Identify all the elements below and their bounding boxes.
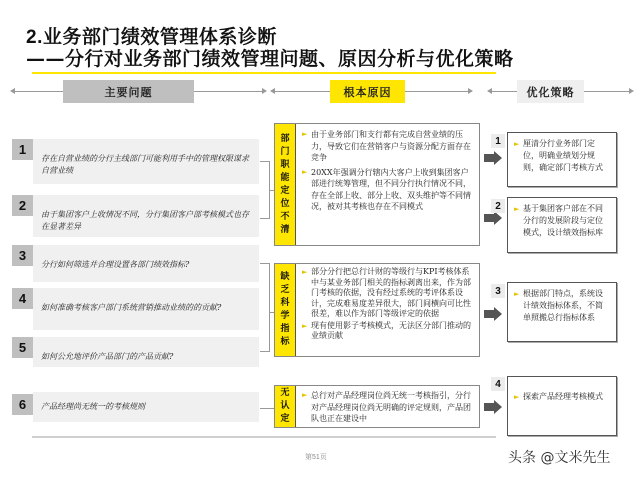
group-bracket — [260, 161, 270, 219]
title-line1: 业务部门绩效管理体系诊断 — [42, 26, 277, 48]
strategy-bullet — [514, 391, 610, 403]
tag-char: 能 — [280, 172, 290, 183]
bullet-text: 基于集团客户部在不同分行的发展阶段与定位模式，设计绩效指标库 — [523, 204, 603, 237]
tag-char: 认 — [280, 401, 290, 411]
problem-number: 1 — [12, 139, 33, 160]
triangle-bullet-icon: ► — [514, 205, 520, 213]
tag-char: 不 — [280, 211, 290, 222]
problem-item: 如何准确考核客户部门系统营销推动业绩的的贡献? — [33, 288, 259, 330]
problem-item: 由于集团客户上收情况不同，分行集团客户部考核模式也存在显著差异 — [33, 195, 259, 237]
arrow-right-icon — [484, 400, 502, 414]
problem-item: 如何公允地评价产品部门的产品贡献? — [33, 337, 259, 367]
tag-char: 学 — [280, 311, 290, 321]
tag-char: 职 — [280, 159, 290, 170]
problem-number: 5 — [12, 337, 33, 358]
arrow-right-icon — [484, 151, 502, 165]
page-number: 第51页 — [305, 454, 327, 461]
header-causes: 根本原因 — [330, 80, 405, 103]
bullet-text: 部分分行把总行计财的等级行与KPI考核体系中与某业务部门相关的指标剥离出来，作为部门考核的依据，没有经过系统的考评体系设计，完成难易度差异很大，部门间横向可比性很差，难以作为部门等级评定的依据 — [311, 267, 471, 318]
triangle-bullet-icon: ► — [514, 290, 520, 298]
problem-item: 分行如何筛选并合理设置各部门绩效指标? — [33, 245, 259, 282]
strategy-number: 3 — [491, 284, 505, 298]
triangle-bullet-icon: ► — [302, 321, 308, 330]
problem-number: 4 — [12, 288, 33, 309]
footer-divider — [32, 436, 496, 438]
problem-number: 6 — [12, 394, 33, 415]
bullet-text: 探索产品经理考核模式 — [523, 392, 603, 401]
cause-body — [296, 386, 479, 427]
title-number: 2. — [26, 27, 43, 48]
tag-char: 指 — [280, 324, 290, 334]
strategy-item — [507, 282, 617, 342]
bullet-text: 由于业务部门和支行都有完成自营业绩的压力，导致它们在营销客户与资源分配方面存在竞争 — [311, 130, 471, 162]
triangle-bullet-icon: ► — [302, 130, 308, 138]
bullet-text: 总行对产品经理岗位尚无统一考核指引，分行对产品经理岗位尚无明确的评定规则，产品团队也正在建设中 — [311, 391, 471, 423]
arrow-right-icon — [468, 88, 473, 94]
tag-char: 清 — [280, 224, 290, 235]
problem-number: 3 — [12, 245, 33, 266]
strategy-number: 1 — [491, 134, 505, 148]
tag-char: 乏 — [280, 285, 290, 295]
cause-bullet — [302, 167, 473, 213]
bullet-text: 现有使用影子考核模式，无法区分部门推动的业绩贡献 — [311, 320, 471, 340]
tag-char: 缺 — [280, 272, 290, 282]
cause-body — [296, 264, 479, 356]
cause-tag — [275, 264, 296, 356]
strategy-item — [507, 132, 617, 187]
tag-char: 科 — [280, 298, 290, 308]
watermark: 头条 @文米先生 — [508, 450, 611, 466]
cause-box-no-standard — [274, 385, 480, 428]
problem-item: 产品经理尚无统一的考核规则 — [33, 392, 259, 422]
arrow-right-icon — [629, 88, 634, 94]
triangle-bullet-icon: ► — [302, 391, 308, 399]
group-bracket — [260, 263, 270, 352]
tag-char: 位 — [280, 198, 290, 209]
strategy-item — [507, 197, 617, 253]
cause-bullet — [302, 390, 473, 425]
header-problems: 主要问题 — [63, 80, 194, 103]
strategy-item — [507, 376, 617, 436]
problem-item: 存在自营业绩的分行主线部门可能利用手中的管理权限谋求自营业绩 — [33, 139, 259, 184]
triangle-bullet-icon: ► — [302, 268, 308, 276]
cause-body — [296, 124, 479, 245]
tag-char: 定 — [280, 414, 290, 424]
cause-tag — [275, 386, 296, 427]
tag-char: 门 — [280, 146, 290, 157]
strategy-bullet — [514, 203, 610, 239]
page-subtitle: ——分行对业务部门绩效管理问题、原因分析与优化策略 — [26, 48, 514, 70]
tag-char: 无 — [280, 388, 290, 398]
tag-char: 部 — [280, 133, 290, 144]
arrow-right-icon — [262, 88, 267, 94]
cause-tag — [275, 124, 296, 245]
strategy-number: 4 — [491, 377, 505, 391]
cause-bullet — [302, 321, 473, 342]
tag-char: 标 — [280, 337, 290, 347]
bullet-text: 厘清分行业务部门定位，明确业绩划分规则，确定部门考核方式 — [523, 139, 603, 172]
cause-box-lack-metrics — [274, 263, 480, 357]
triangle-bullet-icon: ► — [302, 167, 308, 176]
bullet-text: 根据部门特点，系统设计绩效指标体系，不简单照搬总行指标体系 — [523, 289, 603, 322]
strategy-bullet — [514, 138, 610, 174]
strategy-bullet — [514, 288, 610, 324]
triangle-bullet-icon: ► — [514, 393, 520, 401]
cause-bullet — [302, 129, 473, 164]
header-strategies: 优化策略 — [517, 80, 584, 103]
title-divider — [32, 72, 496, 74]
cause-bullet — [302, 267, 473, 320]
cause-box-role-unclear — [274, 123, 480, 246]
strategy-number: 2 — [491, 199, 505, 213]
arrow-right-icon — [484, 307, 502, 321]
bullet-text: 20XX年强调分行辖内大客户上收到集团客户部进行统筹管理，但不同分行执行情况不同，存在全部上收、部分上收、双头维护等不同情况，被对其考核也存在不同模式 — [311, 167, 471, 211]
arrow-right-icon — [484, 211, 502, 225]
triangle-bullet-icon: ► — [514, 140, 520, 148]
connector-line — [260, 408, 274, 409]
problem-number: 2 — [12, 195, 33, 216]
tag-char: 定 — [280, 185, 290, 196]
